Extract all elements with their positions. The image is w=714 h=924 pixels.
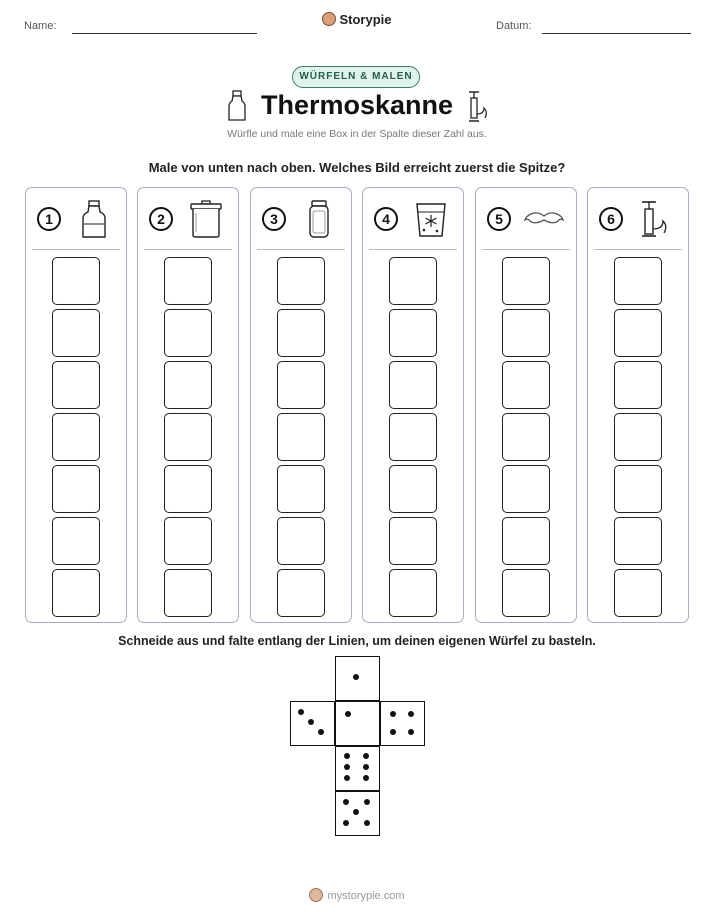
dice-pip [343, 820, 349, 826]
column-5 [475, 187, 577, 623]
color-box[interactable] [52, 361, 100, 409]
dice-face-3 [290, 701, 335, 746]
pump-icon [636, 199, 676, 239]
dice-pip [353, 809, 359, 815]
column-number: 1 [37, 207, 61, 231]
glass-jar-icon [299, 199, 339, 239]
color-box[interactable] [502, 569, 550, 617]
color-box[interactable] [389, 361, 437, 409]
date-label: Datum: [496, 20, 532, 32]
column-number: 5 [487, 207, 511, 231]
color-box[interactable] [52, 413, 100, 461]
dice-pip [308, 719, 314, 725]
date-line[interactable] [542, 33, 691, 34]
column-number: 4 [374, 207, 398, 231]
dice-pip [390, 711, 396, 717]
color-box[interactable] [277, 517, 325, 565]
dice-pip [344, 764, 350, 770]
color-box[interactable] [614, 309, 662, 357]
color-box[interactable] [502, 361, 550, 409]
instruction: Male von unten nach oben. Welches Bild erreicht zuerst die Spitze? [148, 160, 566, 175]
footer [0, 888, 714, 902]
color-box[interactable] [614, 413, 662, 461]
color-box[interactable] [389, 257, 437, 305]
dice-face-6 [335, 746, 380, 791]
milk-bottle-icon [74, 199, 114, 239]
dice-pip [408, 729, 414, 735]
color-box[interactable] [277, 309, 325, 357]
dice-pip [353, 674, 359, 680]
bear-logo-icon [309, 888, 323, 902]
color-box[interactable] [614, 569, 662, 617]
dice-pip [343, 799, 349, 805]
color-box[interactable] [164, 361, 212, 409]
dice-pip [345, 711, 351, 717]
dice-pip [408, 711, 414, 717]
color-box[interactable] [389, 465, 437, 513]
color-box[interactable] [164, 309, 212, 357]
color-box[interactable] [389, 569, 437, 617]
color-box[interactable] [164, 257, 212, 305]
dice-pip [363, 775, 369, 781]
color-box[interactable] [164, 465, 212, 513]
dice-pip [344, 775, 350, 781]
column-divider [144, 249, 232, 250]
dice-face-4 [380, 701, 425, 746]
column-divider [257, 249, 345, 250]
color-box[interactable] [502, 517, 550, 565]
color-box[interactable] [52, 257, 100, 305]
column-number: 2 [149, 207, 173, 231]
column-4 [362, 187, 464, 623]
color-box[interactable] [502, 465, 550, 513]
color-box[interactable] [614, 465, 662, 513]
dice-face-5 [335, 791, 380, 836]
brand-logo [0, 12, 714, 27]
dice-pip [390, 729, 396, 735]
color-box[interactable] [52, 465, 100, 513]
dice-face-1 [335, 656, 380, 701]
dice-pip [364, 820, 370, 826]
column-3 [250, 187, 352, 623]
column-number: 6 [599, 207, 623, 231]
name-label: Name: [24, 20, 57, 32]
color-box[interactable] [277, 257, 325, 305]
color-box[interactable] [164, 517, 212, 565]
category-badge: WÜRFELN & MALEN [292, 66, 420, 88]
column-divider [369, 249, 457, 250]
column-6 [587, 187, 689, 623]
color-box[interactable] [277, 569, 325, 617]
color-box[interactable] [614, 361, 662, 409]
dice-pip [344, 753, 350, 759]
color-box[interactable] [389, 309, 437, 357]
color-box[interactable] [614, 257, 662, 305]
mustache-icon [524, 199, 564, 239]
bear-logo-icon [322, 12, 336, 26]
color-box[interactable] [164, 413, 212, 461]
footer-url[interactable]: mystorypie.com [327, 890, 405, 902]
column-2 [137, 187, 239, 623]
color-box[interactable] [502, 257, 550, 305]
color-box[interactable] [277, 413, 325, 461]
cut-instruction: Schneide aus und falte entlang der Linien, um deinen eigenen Würfel zu basteln. [118, 634, 596, 648]
column-1 [25, 187, 127, 623]
color-box[interactable] [52, 309, 100, 357]
column-divider [32, 249, 120, 250]
jar-icon [186, 199, 226, 239]
color-box[interactable] [277, 361, 325, 409]
pump-icon [466, 90, 490, 124]
dice-pip [363, 753, 369, 759]
color-box[interactable] [502, 413, 550, 461]
dice-pip [318, 729, 324, 735]
column-divider [594, 249, 682, 250]
color-box[interactable] [277, 465, 325, 513]
color-box[interactable] [52, 517, 100, 565]
page-title: Thermoskanne [260, 90, 454, 120]
subtitle: Würfle und male eine Box in der Spalte dieser Zahl aus. [227, 128, 487, 140]
dice-pip [364, 799, 370, 805]
dice-pip [298, 709, 304, 715]
brand-name: Storypie [339, 12, 392, 27]
color-box[interactable] [164, 569, 212, 617]
column-number: 3 [262, 207, 286, 231]
dice-face-1 [335, 701, 380, 746]
dice-pip [363, 764, 369, 770]
color-box[interactable] [614, 517, 662, 565]
color-box[interactable] [389, 517, 437, 565]
color-box[interactable] [389, 413, 437, 461]
color-box[interactable] [502, 309, 550, 357]
name-line[interactable] [72, 33, 257, 34]
color-box[interactable] [52, 569, 100, 617]
column-divider [482, 249, 570, 250]
ice-glass-icon [411, 199, 451, 239]
